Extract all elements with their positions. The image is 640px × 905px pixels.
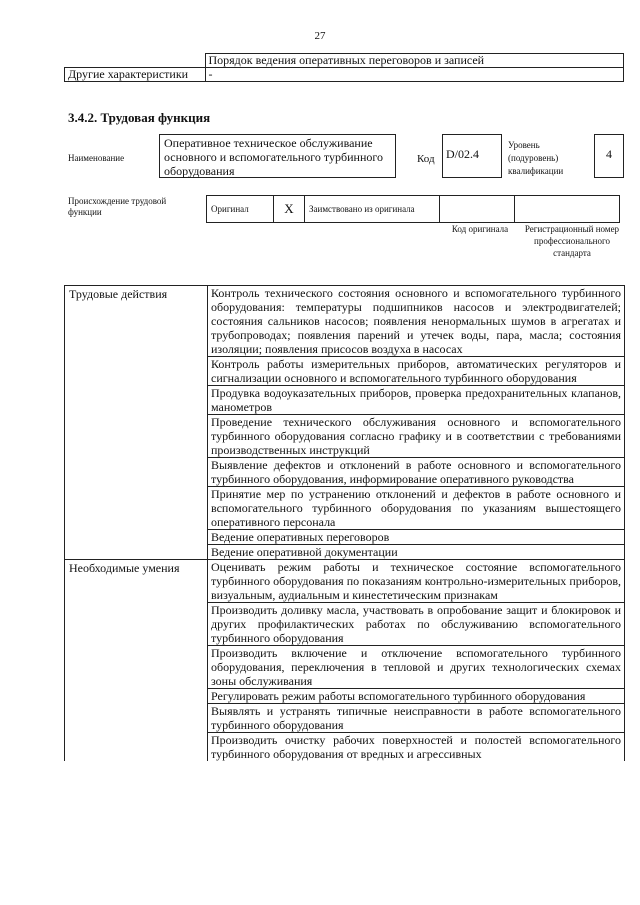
other-characteristics-label: Другие характеристики — [65, 68, 206, 82]
characteristics-row1-value: Порядок ведения оперативных переговоров и записей — [205, 54, 624, 68]
labor-action-item: Выявление дефектов и отклонений в работе основного и вспомогательного турбинного оборудования, информирование оперативного руководства — [208, 458, 625, 487]
function-name-value: Оперативное техническое обслуживание основного и вспомогательного турбинного оборудования — [159, 134, 396, 178]
labor-action-item: Контроль технического состояния основного и вспомогательного турбинного оборудования: температуры подшипников насосов и электродвигателей; состояния сальников насосов; появления ненормальных шумов в агрегатах и трубопроводах; появления парений и утечек воды, пара, масла; состояния изоляции; появления присосов воздуха в насосах — [208, 286, 625, 357]
labor-action-item: Ведение оперативных переговоров — [208, 530, 625, 545]
other-characteristics-value: - — [205, 68, 624, 82]
skill-item: Производить включение и отключение вспомогательного турбинного оборудования, переключения в тепловой и других технологических схемах зоны обслуживания — [208, 646, 625, 689]
code-label: Код — [417, 153, 435, 165]
section-title: 3.4.2. Трудовая функция — [68, 110, 211, 125]
original-mark: X — [274, 196, 305, 223]
original-label: Оригинал — [207, 196, 274, 223]
name-label: Наименование — [68, 153, 125, 163]
characteristics-table — [64, 53, 624, 82]
origin-table — [206, 195, 620, 223]
labor-action-item: Контроль работы измерительных приборов, автоматических регуляторов и сигнализации основного и вспомогательного турбинного оборудования — [208, 357, 625, 386]
code-original-cell — [440, 196, 515, 223]
function-code-value: D/02.4 — [442, 134, 502, 178]
labor-action-item: Продувка водоуказательных приборов, проверка предохранительных клапанов, манометров — [208, 386, 625, 415]
table-row — [65, 560, 625, 603]
borrowed-label: Заимствовано из оригинала — [305, 196, 440, 223]
table-row — [65, 286, 625, 357]
level-label: Уровень (подуровень) квалификации — [508, 140, 564, 176]
reg-number-cell — [515, 196, 620, 223]
skill-item: Выявлять и устранять типичные неисправности в работе вспомогательного турбинного оборудования — [208, 704, 625, 733]
labor-function-table — [64, 285, 625, 761]
origin-label: Происхождение трудовой функции — [68, 196, 167, 217]
empty-cell — [65, 54, 206, 68]
skill-item: Оценивать режим работы и техническое состояние вспомогательного турбинного оборудования по показаниям контрольно-измерительных приборов, визуальным, аудиальным и кинестетическим признакам — [208, 560, 625, 603]
code-original-caption: Код оригинала — [451, 224, 509, 234]
labor-actions-label: Трудовые действия — [65, 286, 208, 560]
labor-action-item: Принятие мер по устранению отклонений и дефектов в работе основного и вспомогательного турбинного оборудования по указаниям вышестоящего оперативного персонала — [208, 487, 625, 530]
skill-item: Производить очистку рабочих поверхностей и полостей вспомогательного турбинного оборудования от вредных и агрессивных — [208, 733, 625, 762]
skill-item: Производить доливку масла, участвовать в опробование защит и блокировок и других профилактических работах по обслуживанию вспомогательного турбинного оборудования — [208, 603, 625, 646]
labor-action-item: Проведение технического обслуживания основного и вспомогательного турбинного оборудования согласно графику и в соответствии с требованиями производственных инструкций — [208, 415, 625, 458]
skill-item: Регулировать режим работы вспомогательного турбинного оборудования — [208, 689, 625, 704]
page-number: 27 — [314, 30, 326, 42]
level-value: 4 — [594, 134, 624, 178]
reg-number-caption: Регистрационный номер профессионального стандарта — [524, 224, 620, 258]
skills-label: Необходимые умения — [65, 560, 208, 762]
labor-action-item: Ведение оперативной документации — [208, 545, 625, 560]
